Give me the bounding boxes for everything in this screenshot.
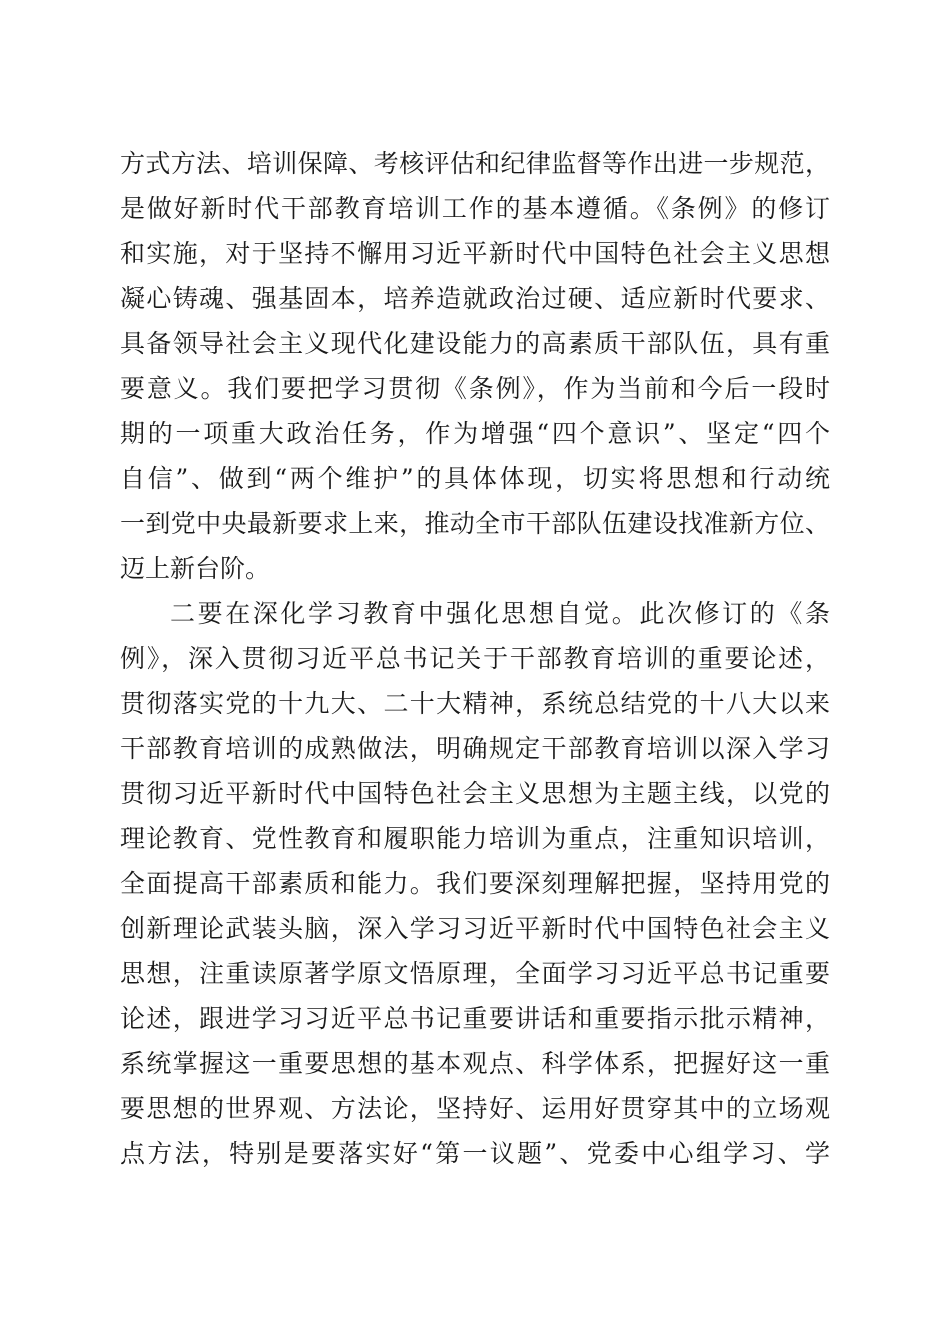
text-line: 干部教育培训的成熟做法，明确规定干部教育培训以深入学习 — [120, 734, 830, 763]
text-line: 创新理论武装头脑，深入学习习近平新时代中国特色社会主义 — [120, 914, 830, 943]
text-line: 凝心铸魂、强基固本，培养造就政治过硬、适应新时代要求、 — [120, 284, 830, 313]
text-line: 系统掌握这一重要思想的基本观点、科学体系，把握好这一重 — [120, 1049, 830, 1078]
text-line: 具备领导社会主义现代化建设能力的高素质干部队伍，具有重 — [120, 329, 830, 358]
text-line: 是做好新时代干部教育培训工作的基本遵循。《条例》的修订 — [120, 194, 830, 223]
text-line: 要意义。我们要把学习贯彻《条例》，作为当前和今后一段时 — [120, 374, 830, 403]
text-line: 期的一项重大政治任务，作为增强“四个意识”、坚定“四个 — [120, 419, 830, 448]
text-line: 贯彻落实党的十九大、二十大精神，系统总结党的十八大以来 — [120, 689, 830, 718]
text-line: 一到党中央最新要求上来，推动全市干部队伍建设找准新方位、 — [120, 509, 830, 538]
text-line: 全面提高干部素质和能力。我们要深刻理解把握，坚持用党的 — [120, 869, 830, 898]
text-line: 点方法，特别是要落实好“第一议题”、党委中心组学习、学 — [120, 1139, 830, 1168]
text-line: 方式方法、培训保障、考核评估和纪律监督等作出进一步规范， — [120, 149, 830, 178]
text-line: 自信”、做到“两个维护”的具体体现，切实将思想和行动统 — [120, 464, 830, 493]
paragraph-end-line: 迈上新台阶。 — [120, 554, 271, 583]
text-line: 理论教育、党性教育和履职能力培训为重点，注重知识培训， — [120, 824, 830, 853]
text-line: 和实施，对于坚持不懈用习近平新时代中国特色社会主义思想 — [120, 239, 830, 268]
text-line: 思想，注重读原著学原文悟原理，全面学习习近平总书记重要 — [120, 959, 830, 988]
text-line: 例》，深入贯彻习近平总书记关于干部教育培训的重要论述， — [120, 644, 830, 673]
document-body — [120, 141, 830, 1176]
text-line: 贯彻习近平新时代中国特色社会主义思想为主题主线，以党的 — [120, 779, 830, 808]
text-line: 要思想的世界观、方法论，坚持好、运用好贯穿其中的立场观 — [120, 1094, 830, 1123]
paragraph-first-line: 二要在深化学习教育中强化思想自觉。此次修订的《条 — [170, 599, 830, 628]
text-line: 论述，跟进学习习近平总书记重要讲话和重要指示批示精神， — [120, 1004, 830, 1033]
